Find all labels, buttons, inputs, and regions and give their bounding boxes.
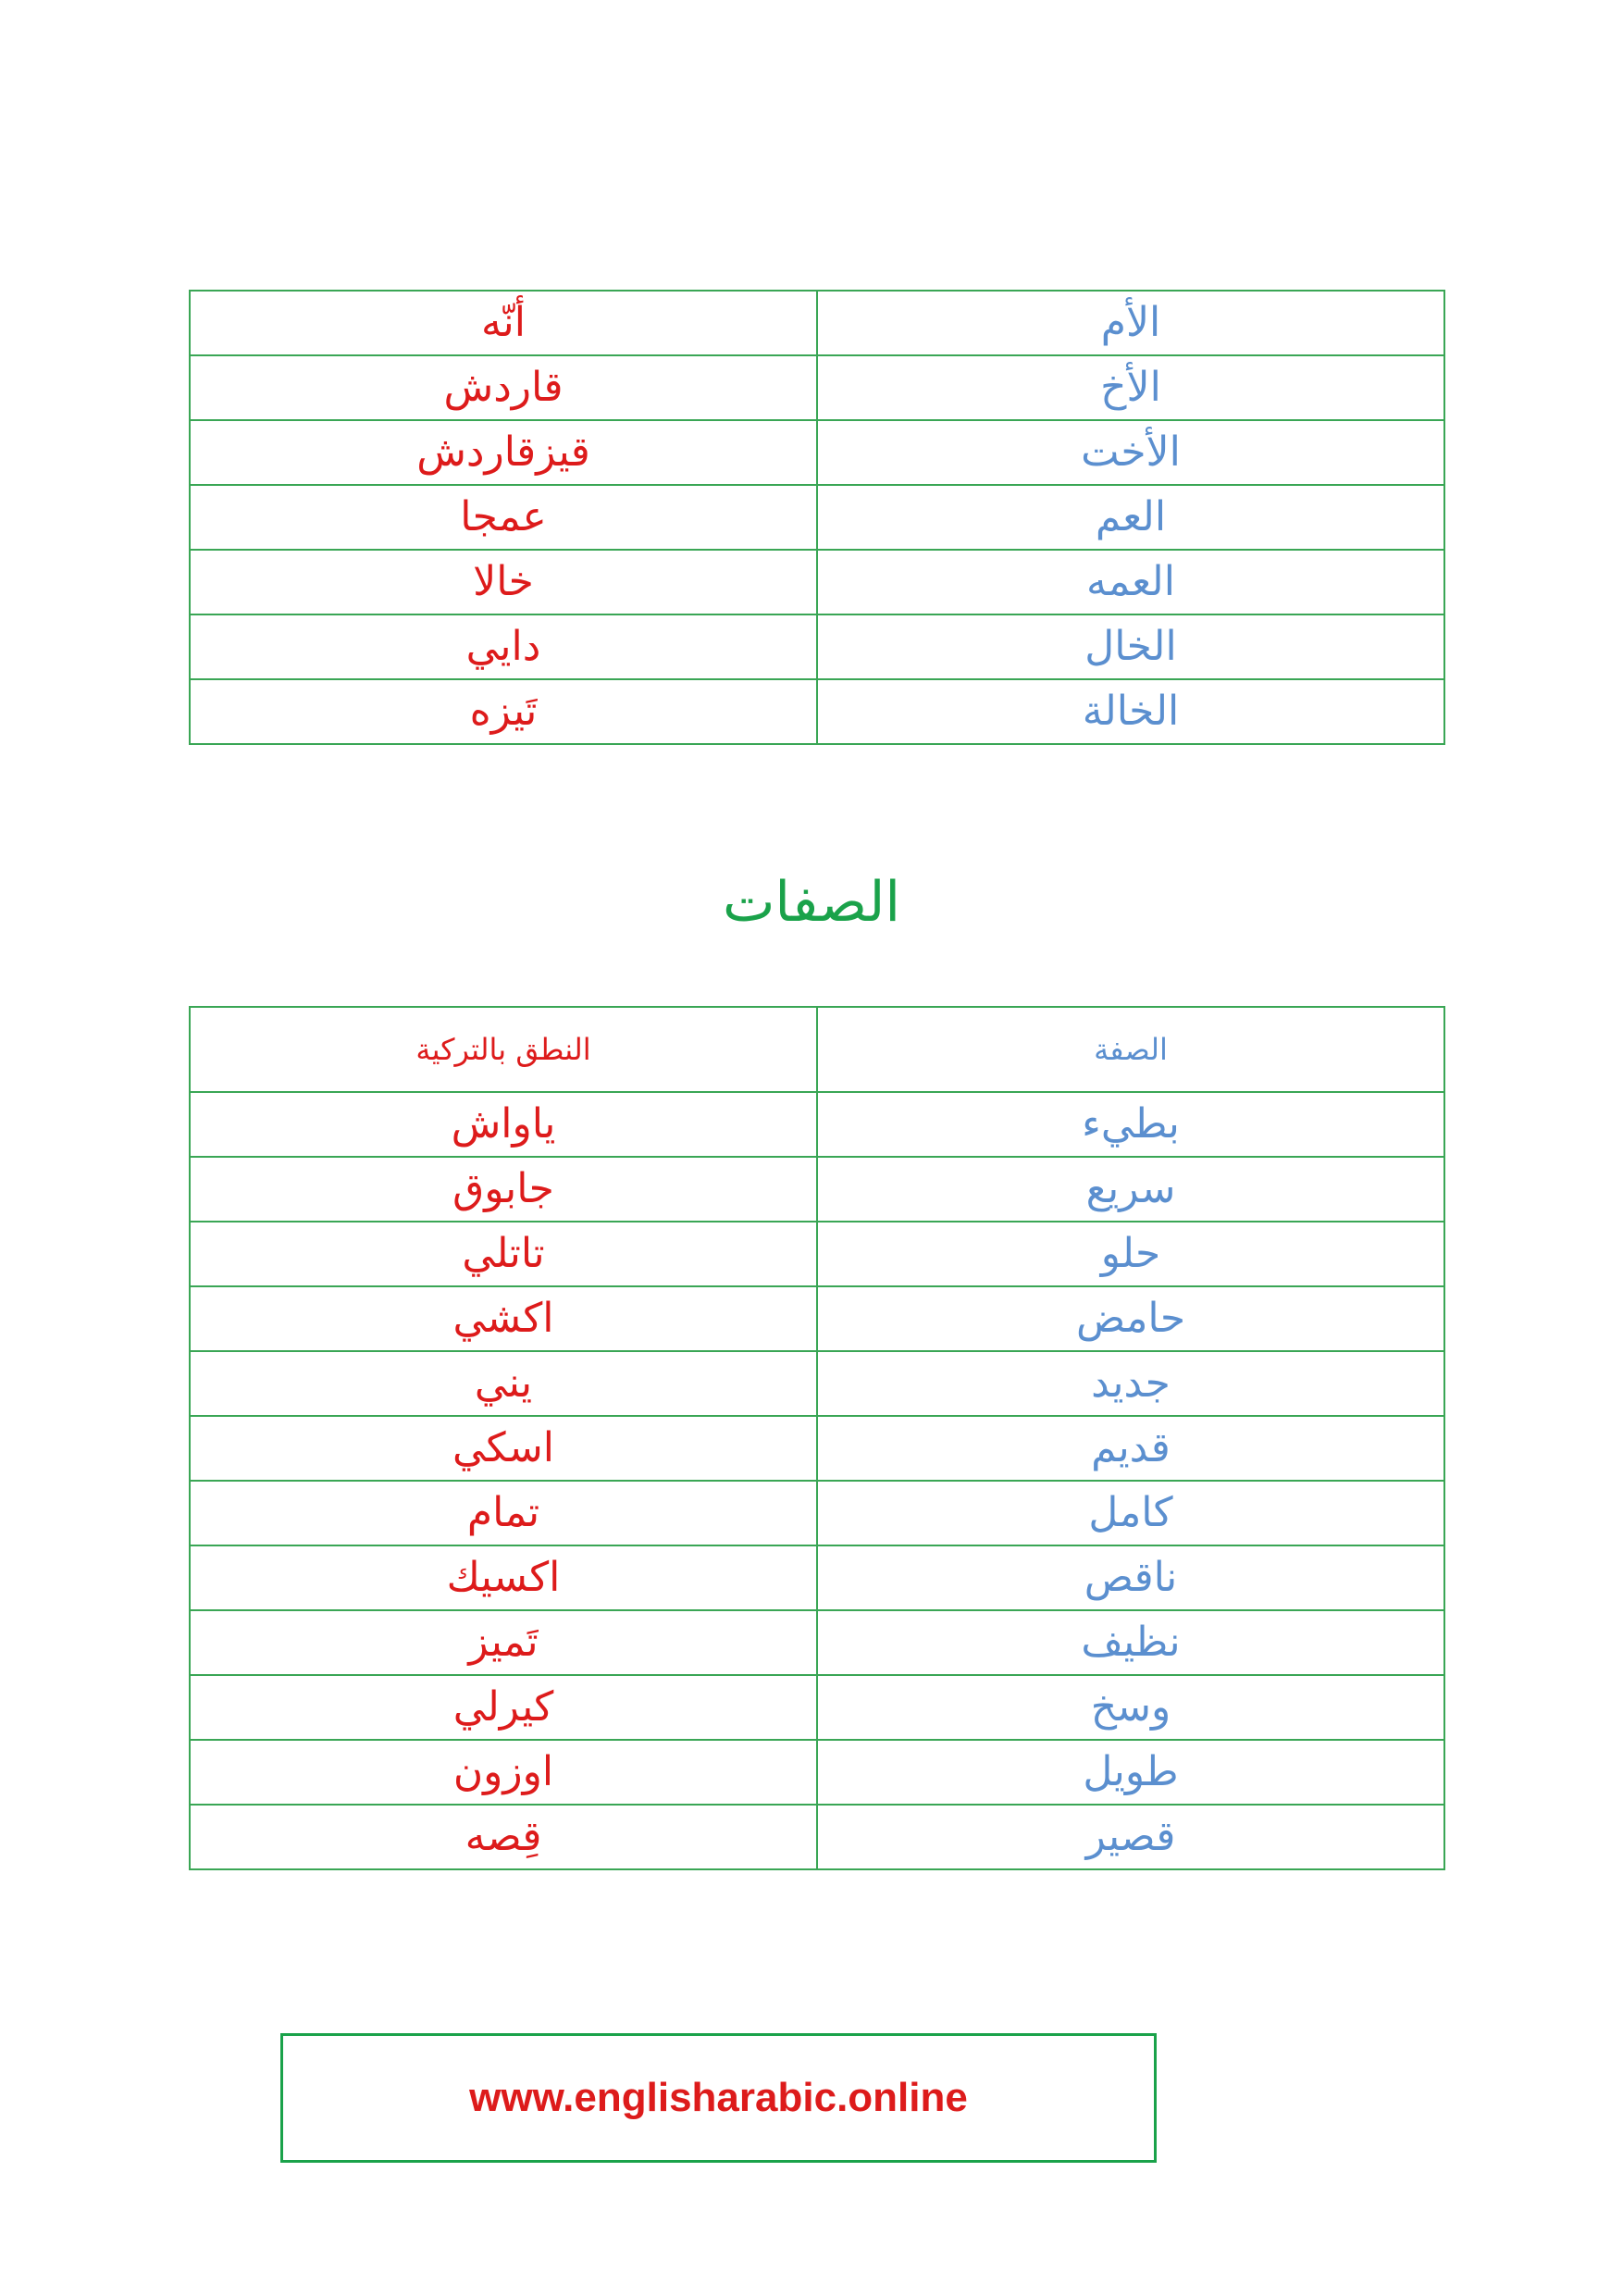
turkish-word-cell: قاردش — [190, 355, 817, 420]
arabic-word-cell: كامل — [817, 1481, 1444, 1545]
website-box — [280, 2033, 1157, 2163]
table-row — [190, 1740, 1444, 1805]
arabic-word-cell: قصير — [817, 1805, 1444, 1869]
turkish-column-header: النطق بالتركية — [190, 1007, 817, 1092]
arabic-word-cell: بطيء — [817, 1092, 1444, 1157]
table-row — [190, 1286, 1444, 1351]
section-title: الصفات — [722, 870, 901, 935]
table-row — [190, 291, 1444, 355]
turkish-word-cell: خالا — [190, 550, 817, 614]
turkish-word-cell: اكسيك — [190, 1545, 817, 1610]
table-row — [190, 485, 1444, 550]
table-row — [190, 1805, 1444, 1869]
turkish-word-cell: تاتلي — [190, 1222, 817, 1286]
arabic-word-cell: الخالة — [817, 679, 1444, 744]
arabic-word-cell: نظيف — [817, 1610, 1444, 1675]
website-url[interactable]: www.englisharabic.online — [469, 2075, 968, 2120]
arabic-word-cell: ناقص — [817, 1545, 1444, 1610]
turkish-word-cell: تَيزه — [190, 679, 817, 744]
turkish-word-cell: كيرلي — [190, 1675, 817, 1740]
table-row — [190, 1545, 1444, 1610]
arabic-word-cell: العمه — [817, 550, 1444, 614]
turkish-word-cell: تمام — [190, 1481, 817, 1545]
table-row — [190, 1481, 1444, 1545]
table-row — [190, 1222, 1444, 1286]
turkish-word-cell: تَميز — [190, 1610, 817, 1675]
table-row — [190, 1351, 1444, 1416]
arabic-word-cell: حامض — [817, 1286, 1444, 1351]
family-vocab-table — [189, 290, 1445, 745]
table-row — [190, 1157, 1444, 1222]
table-row — [190, 1610, 1444, 1675]
table-header-row — [190, 1007, 1444, 1092]
turkish-word-cell: قِصه — [190, 1805, 817, 1869]
turkish-word-cell: أنّه — [190, 291, 817, 355]
table-row — [190, 1675, 1444, 1740]
table-row — [190, 355, 1444, 420]
arabic-word-cell: الخال — [817, 614, 1444, 679]
arabic-column-header: الصفة — [817, 1007, 1444, 1092]
table-row — [190, 1416, 1444, 1481]
table-row — [190, 614, 1444, 679]
adjectives-vocab-table — [189, 1006, 1445, 1870]
turkish-word-cell: اسكي — [190, 1416, 817, 1481]
table-row — [190, 1092, 1444, 1157]
arabic-word-cell: جديد — [817, 1351, 1444, 1416]
arabic-word-cell: الأخت — [817, 420, 1444, 485]
turkish-word-cell: عمجا — [190, 485, 817, 550]
table-row — [190, 679, 1444, 744]
arabic-word-cell: طويل — [817, 1740, 1444, 1805]
turkish-word-cell: اوزون — [190, 1740, 817, 1805]
turkish-word-cell: قيزقاردش — [190, 420, 817, 485]
adjectives-table-body — [190, 1007, 1444, 1869]
arabic-word-cell: قديم — [817, 1416, 1444, 1481]
turkish-word-cell: اكشي — [190, 1286, 817, 1351]
arabic-word-cell: سريع — [817, 1157, 1444, 1222]
table-row — [190, 550, 1444, 614]
family-table-body — [190, 291, 1444, 744]
table-row — [190, 420, 1444, 485]
turkish-word-cell: دايي — [190, 614, 817, 679]
arabic-word-cell: حلو — [817, 1222, 1444, 1286]
arabic-word-cell: الأم — [817, 291, 1444, 355]
arabic-word-cell: العم — [817, 485, 1444, 550]
arabic-word-cell: الأخ — [817, 355, 1444, 420]
turkish-word-cell: جابوق — [190, 1157, 817, 1222]
turkish-word-cell: يني — [190, 1351, 817, 1416]
arabic-word-cell: وسخ — [817, 1675, 1444, 1740]
turkish-word-cell: ياواش — [190, 1092, 817, 1157]
